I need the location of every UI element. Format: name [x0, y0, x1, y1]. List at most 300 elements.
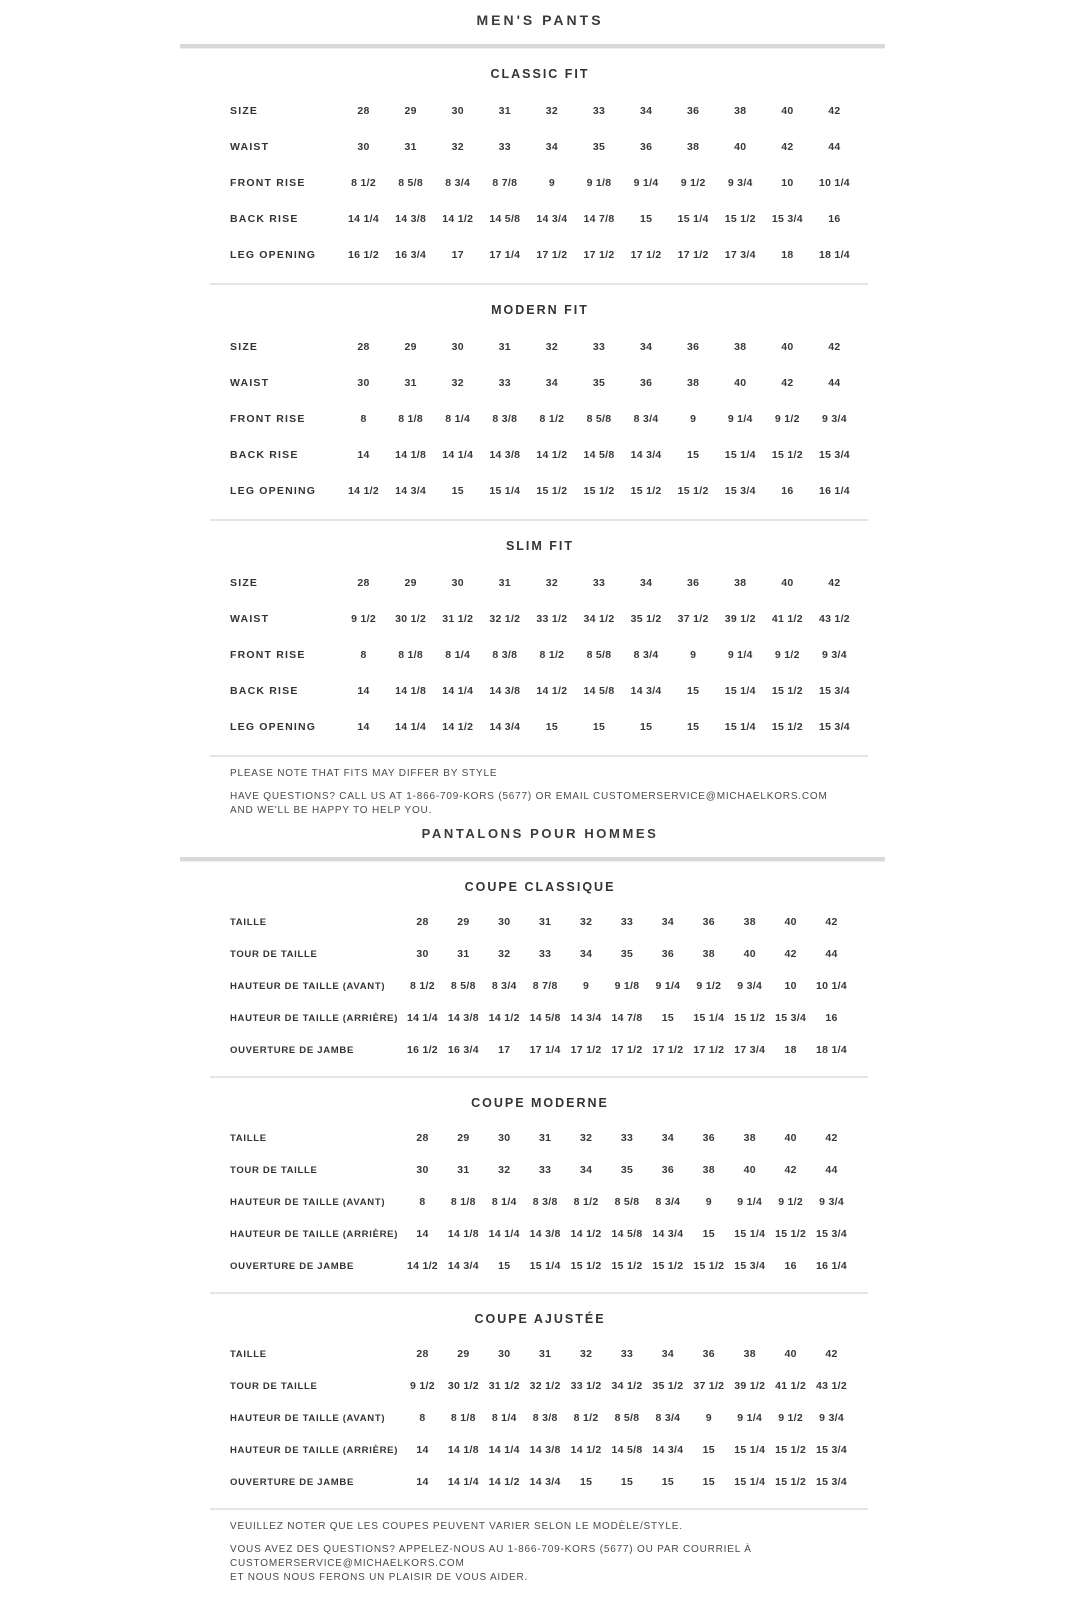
size-value: 31	[539, 1348, 552, 1360]
size-value: 14 1/2	[570, 1444, 602, 1456]
size-value: 15 3/4	[771, 213, 803, 225]
fit-table	[0, 329, 1080, 509]
row-values	[340, 685, 858, 697]
table-row	[0, 1402, 1080, 1434]
table-row	[0, 906, 1080, 938]
size-value: 30	[416, 948, 429, 960]
size-value: 15 3/4	[818, 685, 850, 697]
size-value: 33	[620, 1132, 634, 1144]
size-value: 14 3/4	[447, 1260, 479, 1272]
size-value: 15 1/4	[529, 1260, 561, 1272]
row-values	[402, 980, 852, 992]
size-value: 15	[620, 1476, 634, 1488]
size-value: 8 1/8	[450, 1196, 476, 1208]
table-row	[0, 601, 1080, 637]
size-value: 8 5/8	[614, 1196, 640, 1208]
row-label: FRONT RISE	[230, 413, 306, 425]
section-divider	[210, 519, 868, 521]
size-value: 15 1/2	[775, 1228, 807, 1240]
size-value: 15 3/4	[734, 1260, 766, 1272]
row-values	[340, 177, 858, 189]
size-value: 15 1/4	[724, 685, 756, 697]
size-value: 38	[702, 1164, 715, 1176]
size-value: 16	[784, 1260, 797, 1272]
row-label: SIZE	[230, 341, 259, 353]
size-value: 15 1/2	[630, 485, 662, 497]
row-values	[402, 1412, 852, 1424]
row-label: HAUTEUR DE TAILLE (ARRIÈRE)	[230, 1444, 399, 1456]
size-value: 33	[592, 577, 606, 589]
size-value: 31	[539, 1132, 552, 1144]
table-row	[0, 565, 1080, 601]
size-value: 32 1/2	[529, 1380, 561, 1392]
row-values	[402, 1260, 852, 1272]
size-value: 14 3/4	[630, 685, 662, 697]
size-value: 40	[784, 1348, 797, 1360]
size-value: 17 1/2	[570, 1044, 602, 1056]
size-value: 44	[825, 948, 838, 960]
row-values	[340, 413, 858, 425]
size-value: 28	[416, 1348, 429, 1360]
row-values	[340, 141, 858, 153]
size-value: 35	[592, 377, 606, 389]
size-value: 14 3/4	[630, 449, 662, 461]
size-value: 17 1/2	[693, 1044, 725, 1056]
page-title: MEN'S PANTS	[476, 12, 604, 28]
size-value: 42	[828, 105, 841, 117]
size-value: 14 1/4	[442, 449, 474, 461]
row-label: BACK RISE	[230, 449, 299, 461]
en-contact-note-line1: HAVE QUESTIONS? CALL US AT 1-866-709-KORS (5677) OR EMAIL CUSTOMERSERVICE@MICHAELKORS.COM	[230, 791, 828, 802]
size-value: 33	[592, 105, 606, 117]
size-value: 8	[419, 1412, 426, 1424]
size-value: 14 1/2	[442, 721, 474, 733]
size-value: 14	[416, 1476, 429, 1488]
size-value: 33	[539, 948, 552, 960]
size-value: 42	[828, 341, 841, 353]
size-value: 31	[498, 105, 511, 117]
row-label: HAUTEUR DE TAILLE (ARRIÈRE)	[230, 1228, 399, 1240]
size-value: 17 3/4	[734, 1044, 766, 1056]
size-value: 14 1/4	[488, 1444, 520, 1456]
table-row	[0, 201, 1080, 237]
size-value: 15 1/4	[734, 1444, 766, 1456]
size-value: 9 1/4	[655, 980, 681, 992]
size-value: 14 3/4	[529, 1476, 561, 1488]
size-value: 9 1/2	[680, 177, 706, 189]
size-value: 9 3/4	[822, 413, 847, 425]
table-row	[0, 93, 1080, 129]
size-value: 15 1/2	[611, 1260, 643, 1272]
size-value: 35	[620, 948, 634, 960]
size-value: 35 1/2	[630, 613, 662, 625]
size-value: 8	[360, 649, 367, 661]
fit-section-coupe-ajustee	[0, 1312, 1080, 1510]
size-value: 15 3/4	[818, 449, 850, 461]
size-value: 9 1/2	[778, 1196, 804, 1208]
row-values	[402, 1444, 852, 1456]
size-value: 14 7/8	[583, 213, 615, 225]
size-value: 14 1/4	[406, 1012, 438, 1024]
size-value: 16	[825, 1012, 838, 1024]
table-row	[0, 637, 1080, 673]
row-label: HAUTEUR DE TAILLE (AVANT)	[230, 1412, 386, 1424]
row-label: FRONT RISE	[230, 649, 306, 661]
size-value: 30	[451, 341, 464, 353]
size-value: 15 1/2	[775, 1476, 807, 1488]
size-value: 37 1/2	[677, 613, 709, 625]
row-label: WAIST	[230, 377, 270, 389]
header-divider	[180, 44, 885, 49]
size-value: 30	[416, 1164, 429, 1176]
row-label: WAIST	[230, 613, 270, 625]
size-value: 14 1/8	[447, 1228, 479, 1240]
row-label: FRONT RISE	[230, 177, 306, 189]
size-value: 29	[404, 105, 417, 117]
size-value: 8 1/2	[573, 1196, 599, 1208]
size-value: 14 1/8	[447, 1444, 479, 1456]
section-divider	[210, 1292, 868, 1294]
fit-table	[0, 93, 1080, 273]
en-fit-note: PLEASE NOTE THAT FITS MAY DIFFER BY STYLE	[230, 768, 498, 779]
size-value: 15 1/2	[771, 721, 803, 733]
table-row	[0, 473, 1080, 509]
fr-page-title: PANTALONS POUR HOMMES	[421, 826, 659, 841]
size-value: 14 3/4	[395, 485, 427, 497]
size-value: 30 1/2	[395, 613, 427, 625]
size-value: 17 1/4	[529, 1044, 561, 1056]
table-row	[0, 1186, 1080, 1218]
table-row	[0, 365, 1080, 401]
size-value: 8 1/4	[445, 413, 471, 425]
size-value: 18	[784, 1044, 797, 1056]
size-value: 9 1/4	[633, 177, 659, 189]
size-value: 30	[498, 1132, 511, 1144]
size-value: 38	[734, 341, 747, 353]
size-value: 14 3/8	[395, 213, 427, 225]
size-value: 14	[416, 1444, 429, 1456]
size-value: 31	[498, 341, 511, 353]
size-value: 38	[734, 105, 747, 117]
en-notes	[230, 767, 850, 818]
size-value: 15	[545, 721, 559, 733]
row-values	[402, 1044, 852, 1056]
size-value: 36	[639, 377, 653, 389]
size-value: 33	[620, 1348, 634, 1360]
size-value: 32	[545, 577, 559, 589]
size-value: 34 1/2	[583, 613, 615, 625]
size-value: 14 3/4	[489, 721, 521, 733]
size-value: 36	[687, 577, 700, 589]
size-value: 38	[687, 141, 700, 153]
size-value: 14	[416, 1228, 429, 1240]
size-value: 16	[828, 213, 841, 225]
size-value: 14 1/8	[395, 449, 427, 461]
table-row	[0, 165, 1080, 201]
size-value: 9	[583, 980, 590, 992]
table-row	[0, 401, 1080, 437]
size-value: 16 3/4	[395, 249, 427, 261]
size-value: 40	[784, 1132, 797, 1144]
row-label: LEG OPENING	[230, 249, 317, 261]
row-values	[340, 213, 858, 225]
size-value: 40	[781, 341, 794, 353]
row-values	[340, 721, 858, 733]
table-row	[0, 938, 1080, 970]
size-value: 43 1/2	[816, 1380, 848, 1392]
size-value: 28	[357, 577, 370, 589]
size-value: 15 3/4	[816, 1476, 848, 1488]
size-value: 17 3/4	[724, 249, 756, 261]
size-value: 40	[784, 916, 797, 928]
size-value: 16	[781, 485, 794, 497]
size-value: 17 1/2	[677, 249, 709, 261]
row-label: LEG OPENING	[230, 485, 317, 497]
row-values	[340, 485, 858, 497]
row-values	[340, 249, 858, 261]
size-value: 15	[579, 1476, 593, 1488]
table-row	[0, 709, 1080, 745]
size-value: 8 7/8	[492, 177, 518, 189]
section-divider	[210, 755, 868, 757]
fit-section-classic-fit	[0, 67, 1080, 285]
size-value: 9 1/2	[696, 980, 722, 992]
table-row	[0, 237, 1080, 273]
size-value: 8 3/8	[492, 413, 518, 425]
size-value: 17	[498, 1044, 511, 1056]
size-value: 34	[545, 141, 559, 153]
size-value: 8 1/2	[351, 177, 376, 189]
section-divider	[210, 283, 868, 285]
size-value: 8 1/2	[539, 413, 565, 425]
size-value: 14 1/2	[488, 1012, 520, 1024]
size-value: 10	[784, 980, 797, 992]
size-value: 40	[781, 577, 794, 589]
size-value: 34	[639, 577, 653, 589]
fit-section-title: CLASSIC FIT	[490, 67, 590, 81]
size-value: 17 1/2	[652, 1044, 684, 1056]
size-value: 8 1/4	[491, 1412, 517, 1424]
size-value: 14 1/2	[406, 1260, 438, 1272]
size-value: 29	[457, 1348, 470, 1360]
size-value: 14 1/2	[536, 685, 568, 697]
size-value: 44	[825, 1164, 838, 1176]
row-values	[340, 577, 858, 589]
size-value: 17 1/2	[630, 249, 662, 261]
row-label: OUVERTURE DE JAMBE	[230, 1476, 354, 1488]
size-value: 9	[705, 1412, 712, 1424]
size-value: 14 3/4	[536, 213, 568, 225]
table-row	[0, 129, 1080, 165]
size-value: 15	[702, 1476, 715, 1488]
table-row	[0, 1218, 1080, 1250]
size-value: 8 5/8	[398, 177, 424, 189]
size-value: 42	[828, 577, 841, 589]
size-value: 15 1/2	[536, 485, 568, 497]
size-value: 38	[743, 1348, 756, 1360]
size-value: 9	[690, 649, 697, 661]
size-value: 30	[498, 916, 511, 928]
size-value: 16 1/2	[406, 1044, 438, 1056]
size-value: 9 1/4	[737, 1196, 763, 1208]
size-value: 32 1/2	[489, 613, 521, 625]
fit-section-title: COUPE MODERNE	[471, 1096, 609, 1110]
size-value: 44	[828, 377, 841, 389]
size-value: 14 1/4	[348, 213, 380, 225]
row-label: TAILLE	[230, 916, 267, 928]
row-label: LEG OPENING	[230, 721, 317, 733]
size-value: 33	[539, 1164, 552, 1176]
size-value: 9 1/8	[614, 980, 640, 992]
table-row	[0, 1370, 1080, 1402]
row-values	[402, 948, 852, 960]
size-value: 14 1/4	[395, 721, 427, 733]
row-values	[402, 1012, 852, 1024]
size-value: 9 1/2	[410, 1380, 435, 1392]
row-label: OUVERTURE DE JAMBE	[230, 1044, 354, 1056]
size-value: 15	[687, 721, 700, 733]
section-divider	[210, 1076, 868, 1078]
size-value: 10 1/4	[818, 177, 850, 189]
fit-section-coupe-moderne	[0, 1096, 1080, 1294]
size-value: 15	[702, 1228, 715, 1240]
size-value: 14 3/4	[652, 1228, 684, 1240]
size-value: 40	[743, 948, 756, 960]
size-value: 15 3/4	[775, 1012, 807, 1024]
size-value: 28	[416, 916, 429, 928]
size-value: 8 1/4	[491, 1196, 517, 1208]
size-value: 32	[498, 1164, 511, 1176]
size-value: 8 1/8	[398, 413, 424, 425]
size-value: 34	[661, 1132, 675, 1144]
size-value: 34	[639, 105, 653, 117]
size-value: 15 1/2	[652, 1260, 684, 1272]
row-values	[402, 1476, 852, 1488]
size-value: 15	[639, 213, 653, 225]
size-value: 16 1/2	[348, 249, 380, 261]
size-value: 8 7/8	[532, 980, 558, 992]
row-values	[402, 1196, 852, 1208]
size-value: 14 3/8	[529, 1444, 561, 1456]
size-value: 14 5/8	[489, 213, 521, 225]
size-value: 38	[734, 577, 747, 589]
row-label: TOUR DE TAILLE	[230, 1164, 318, 1176]
size-value: 36	[687, 105, 700, 117]
size-value: 14	[357, 449, 370, 461]
size-value: 14 5/8	[529, 1012, 561, 1024]
size-value: 15 1/4	[724, 449, 756, 461]
row-label: HAUTEUR DE TAILLE (AVANT)	[230, 1196, 386, 1208]
size-value: 15 1/4	[734, 1476, 766, 1488]
size-value: 10	[781, 177, 794, 189]
size-value: 16 1/4	[816, 1260, 848, 1272]
table-row	[0, 1034, 1080, 1066]
size-value: 42	[781, 141, 794, 153]
row-values	[402, 1132, 852, 1144]
size-value: 9 3/4	[737, 980, 763, 992]
size-value: 14 3/8	[489, 685, 521, 697]
size-value: 14 1/2	[442, 213, 474, 225]
size-value: 40	[781, 105, 794, 117]
size-value: 31	[404, 377, 417, 389]
fit-table	[0, 565, 1080, 745]
size-value: 29	[457, 1132, 470, 1144]
size-value: 15 1/2	[734, 1012, 766, 1024]
size-value: 18 1/4	[818, 249, 850, 261]
size-value: 8 1/8	[450, 1412, 476, 1424]
fit-section-coupe-classique	[0, 880, 1080, 1078]
size-value: 9 1/2	[351, 613, 376, 625]
size-value: 10 1/4	[816, 980, 848, 992]
size-value: 31	[457, 1164, 470, 1176]
row-label: BACK RISE	[230, 685, 299, 697]
row-values	[402, 916, 852, 928]
size-value: 41 1/2	[771, 613, 803, 625]
size-value: 34	[639, 341, 653, 353]
size-value: 35	[592, 141, 606, 153]
size-value: 15 1/2	[771, 685, 803, 697]
size-value: 14 1/4	[442, 685, 474, 697]
row-label: TOUR DE TAILLE	[230, 948, 318, 960]
size-value: 9 1/4	[727, 413, 753, 425]
table-row	[0, 673, 1080, 709]
size-value: 33	[498, 141, 511, 153]
size-value: 33	[620, 916, 634, 928]
size-value: 15 3/4	[816, 1444, 848, 1456]
size-value: 17 1/2	[583, 249, 615, 261]
size-value: 15 1/2	[724, 213, 756, 225]
size-value: 36	[687, 341, 700, 353]
size-value: 9 1/4	[727, 649, 753, 661]
row-label: HAUTEUR DE TAILLE (ARRIÈRE)	[230, 1012, 399, 1024]
table-row	[0, 1250, 1080, 1282]
size-value: 43 1/2	[818, 613, 850, 625]
size-value: 8 3/8	[532, 1412, 558, 1424]
size-value: 44	[828, 141, 841, 153]
table-row	[0, 1466, 1080, 1498]
row-values	[340, 449, 858, 461]
size-value: 36	[702, 916, 715, 928]
row-values	[340, 341, 858, 353]
size-value: 17 1/2	[611, 1044, 643, 1056]
size-value: 8 3/4	[655, 1196, 681, 1208]
size-value: 32	[451, 141, 464, 153]
row-label: WAIST	[230, 141, 270, 153]
size-value: 15 1/2	[677, 485, 709, 497]
size-value: 14 3/8	[447, 1012, 479, 1024]
size-value: 42	[825, 916, 838, 928]
fr-contact-note-line2: ET NOUS NOUS FERONS UN PLAISIR DE VOUS AIDER.	[230, 1572, 529, 1583]
size-value: 41 1/2	[775, 1380, 807, 1392]
en-size-tables	[0, 67, 1080, 757]
size-value: 34	[661, 916, 675, 928]
size-value: 14 7/8	[611, 1012, 643, 1024]
row-values	[340, 649, 858, 661]
size-value: 32	[451, 377, 464, 389]
en-contact-note-line2: AND WE'LL BE HAPPY TO HELP YOU.	[230, 805, 433, 816]
size-value: 9 3/4	[819, 1196, 844, 1208]
size-value: 14 3/4	[570, 1012, 602, 1024]
size-value: 9 1/2	[774, 413, 800, 425]
size-value: 8 3/4	[655, 1412, 681, 1424]
size-value: 34	[545, 377, 559, 389]
row-label: BACK RISE	[230, 213, 299, 225]
size-value: 40	[734, 377, 747, 389]
size-value: 9 3/4	[727, 177, 753, 189]
size-value: 29	[404, 341, 417, 353]
size-value: 14 1/2	[570, 1228, 602, 1240]
fit-table	[0, 1122, 1080, 1282]
